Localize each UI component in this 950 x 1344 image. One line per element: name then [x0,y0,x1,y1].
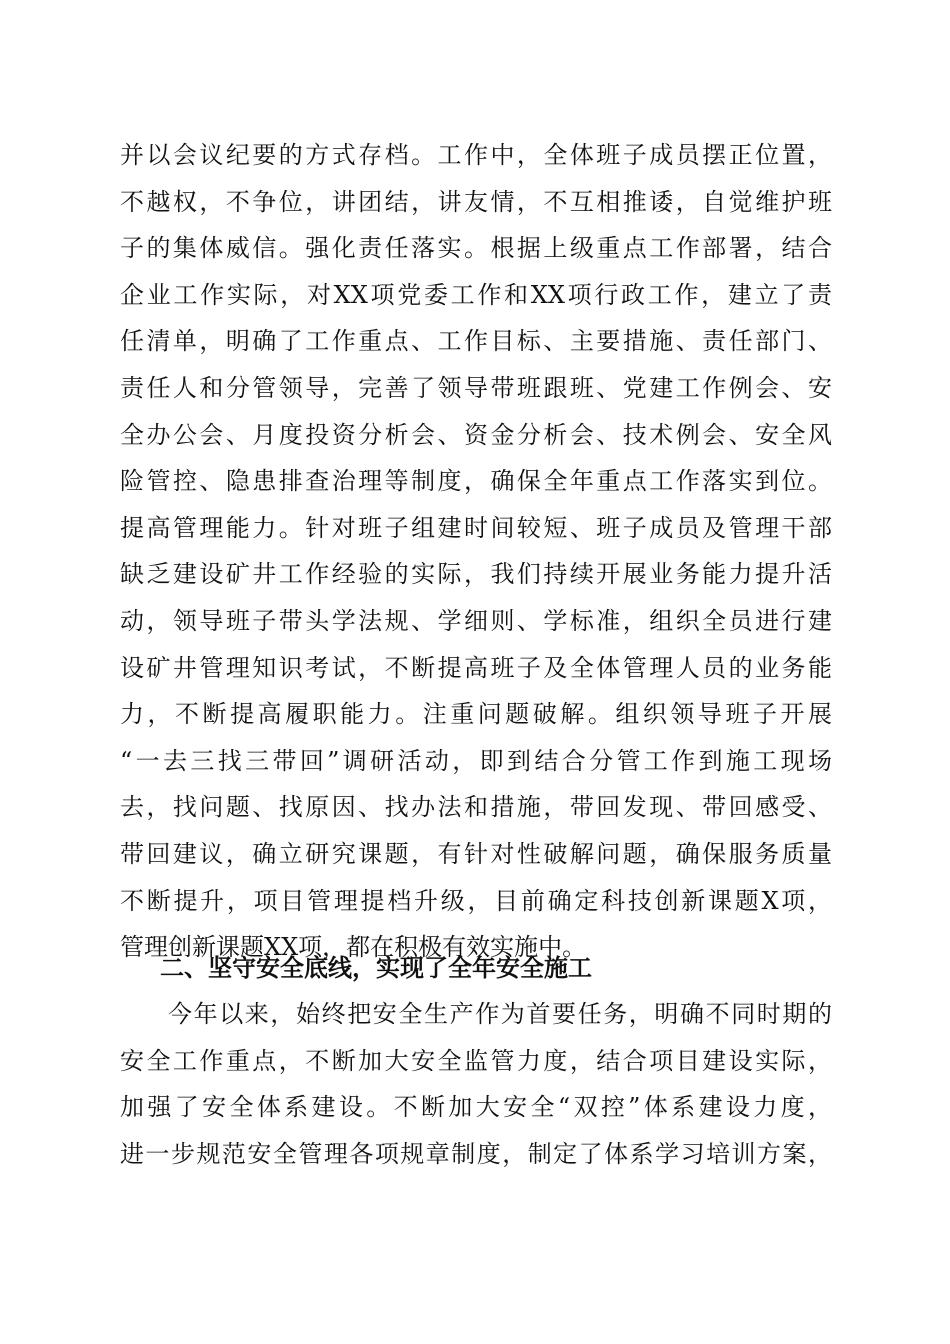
text-line: 加强了安全体系建设。不断加大安全“双控”体系建设力度， [120,1093,832,1122]
text-line: 缺乏建设矿井工作经验的实际，我们持续开展业务能力提升活 [120,560,832,589]
paragraph-2 [120,991,832,1177]
paragraph-1 [120,132,832,971]
text-line: 责任人和分管领导，完善了领导带班跟班、党建工作例会、安 [120,373,832,402]
text-line: 企业工作实际，对XX项党委工作和XX项行政工作，建立了责 [120,280,832,309]
text-line: 不越权，不争位，讲团结，讲友情，不互相推诿，自觉维护班 [120,187,832,216]
text-line: 不断提升，项目管理提档升级，目前确定科技创新课题X项， [120,886,832,915]
text-line: 提高管理能力。针对班子组建时间较短、班子成员及管理干部 [120,513,832,542]
text-line: 子的集体威信。强化责任落实。根据上级重点工作部署，结合 [120,234,832,263]
text-line: 今年以来，始终把安全生产作为首要任务，明确不同时期的 [168,1000,832,1028]
text-line: 并以会议纪要的方式存档。工作中，全体班子成员摆正位置， [120,141,832,169]
text-line: 进一步规范安全管理各项规章制度，制定了体系学习培训方案， [120,1139,832,1168]
text-line: 力，不断提高履职能力。注重问题破解。组织领导班子开展 [120,700,832,729]
text-line: 设矿井管理知识考试，不断提高班子及全体管理人员的业务能 [120,653,832,682]
text-line: 安全工作重点，不断加大安全监管力度，结合项目建设实际， [120,1046,832,1075]
text-line: 全办公会、月度投资分析会、资金分析会、技术例会、安全风 [120,420,832,449]
text-line: 管理创新课题XX项，都在积极有效实施中。 [120,933,587,962]
section-heading: 二、坚守安全底线，实现了全年安全施工 [160,954,592,982]
text-line: 任清单，明确了工作重点、工作目标、主要措施、责任部门、 [120,327,832,356]
text-line: “一去三找三带回”调研活动，即到结合分管工作到施工现场 [120,746,832,775]
text-line: 险管控、隐患排查治理等制度，确保全年重点工作落实到位。 [120,467,832,496]
text-line: 带回建议，确立研究课题，有针对性破解问题，确保服务质量 [120,839,832,868]
text-line: 动，领导班子带头学法规、学细则、学标准，组织全员进行建 [120,606,832,635]
text-line: 去，找问题、找原因、找办法和措施，带回发现、带回感受、 [120,793,832,822]
